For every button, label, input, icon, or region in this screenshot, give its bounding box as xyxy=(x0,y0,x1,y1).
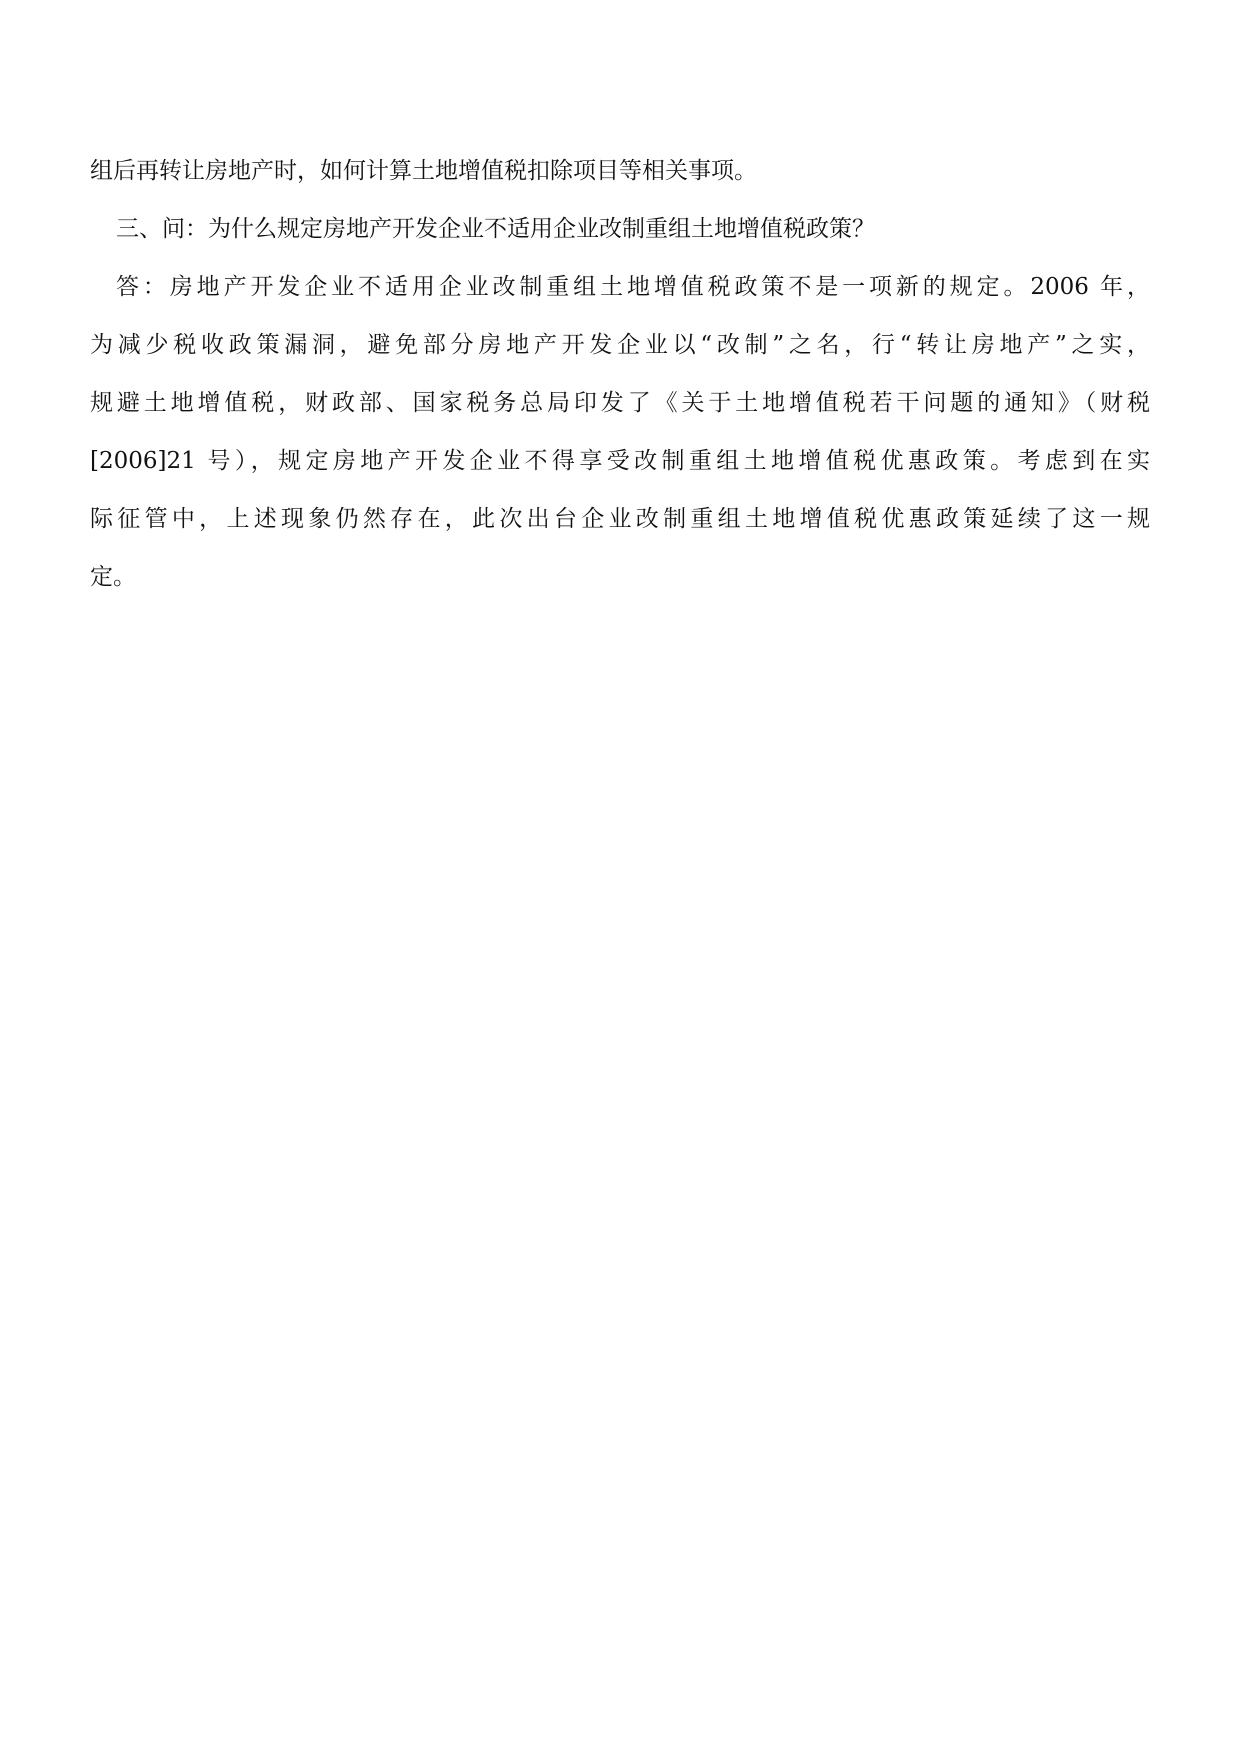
question-heading: 三、问：为什么规定房地产开发企业不适用企业改制重组土地增值税政策？ xyxy=(116,216,875,242)
paragraph-continuation-line: 组后再转让房地产时，如何计算土地增值税扣除项目等相关事项。 xyxy=(90,158,757,184)
answer-line-3: 规避土地增值税，财政部、国家税务总局印发了《关于土地增值税若干问题的通知》（财税 xyxy=(90,390,1150,416)
answer-line-1: 答：房地产开发企业不适用企业改制重组土地增值税政策不是一项新的规定。2006 年， xyxy=(116,274,1150,300)
answer-line-6: 定。 xyxy=(90,564,136,590)
answer-line-5: 际征管中，上述现象仍然存在，此次出台企业改制重组土地增值税优惠政策延续了这一规 xyxy=(90,506,1150,532)
answer-line-4: [2006]21 号），规定房地产开发企业不得享受改制重组土地增值税优惠政策。考虑到在实 xyxy=(90,448,1150,474)
document-body xyxy=(90,156,1150,620)
answer-line-2: 为减少税收政策漏洞，避免部分房地产开发企业以“改制”之名，行“转让房地产”之实， xyxy=(90,332,1150,358)
